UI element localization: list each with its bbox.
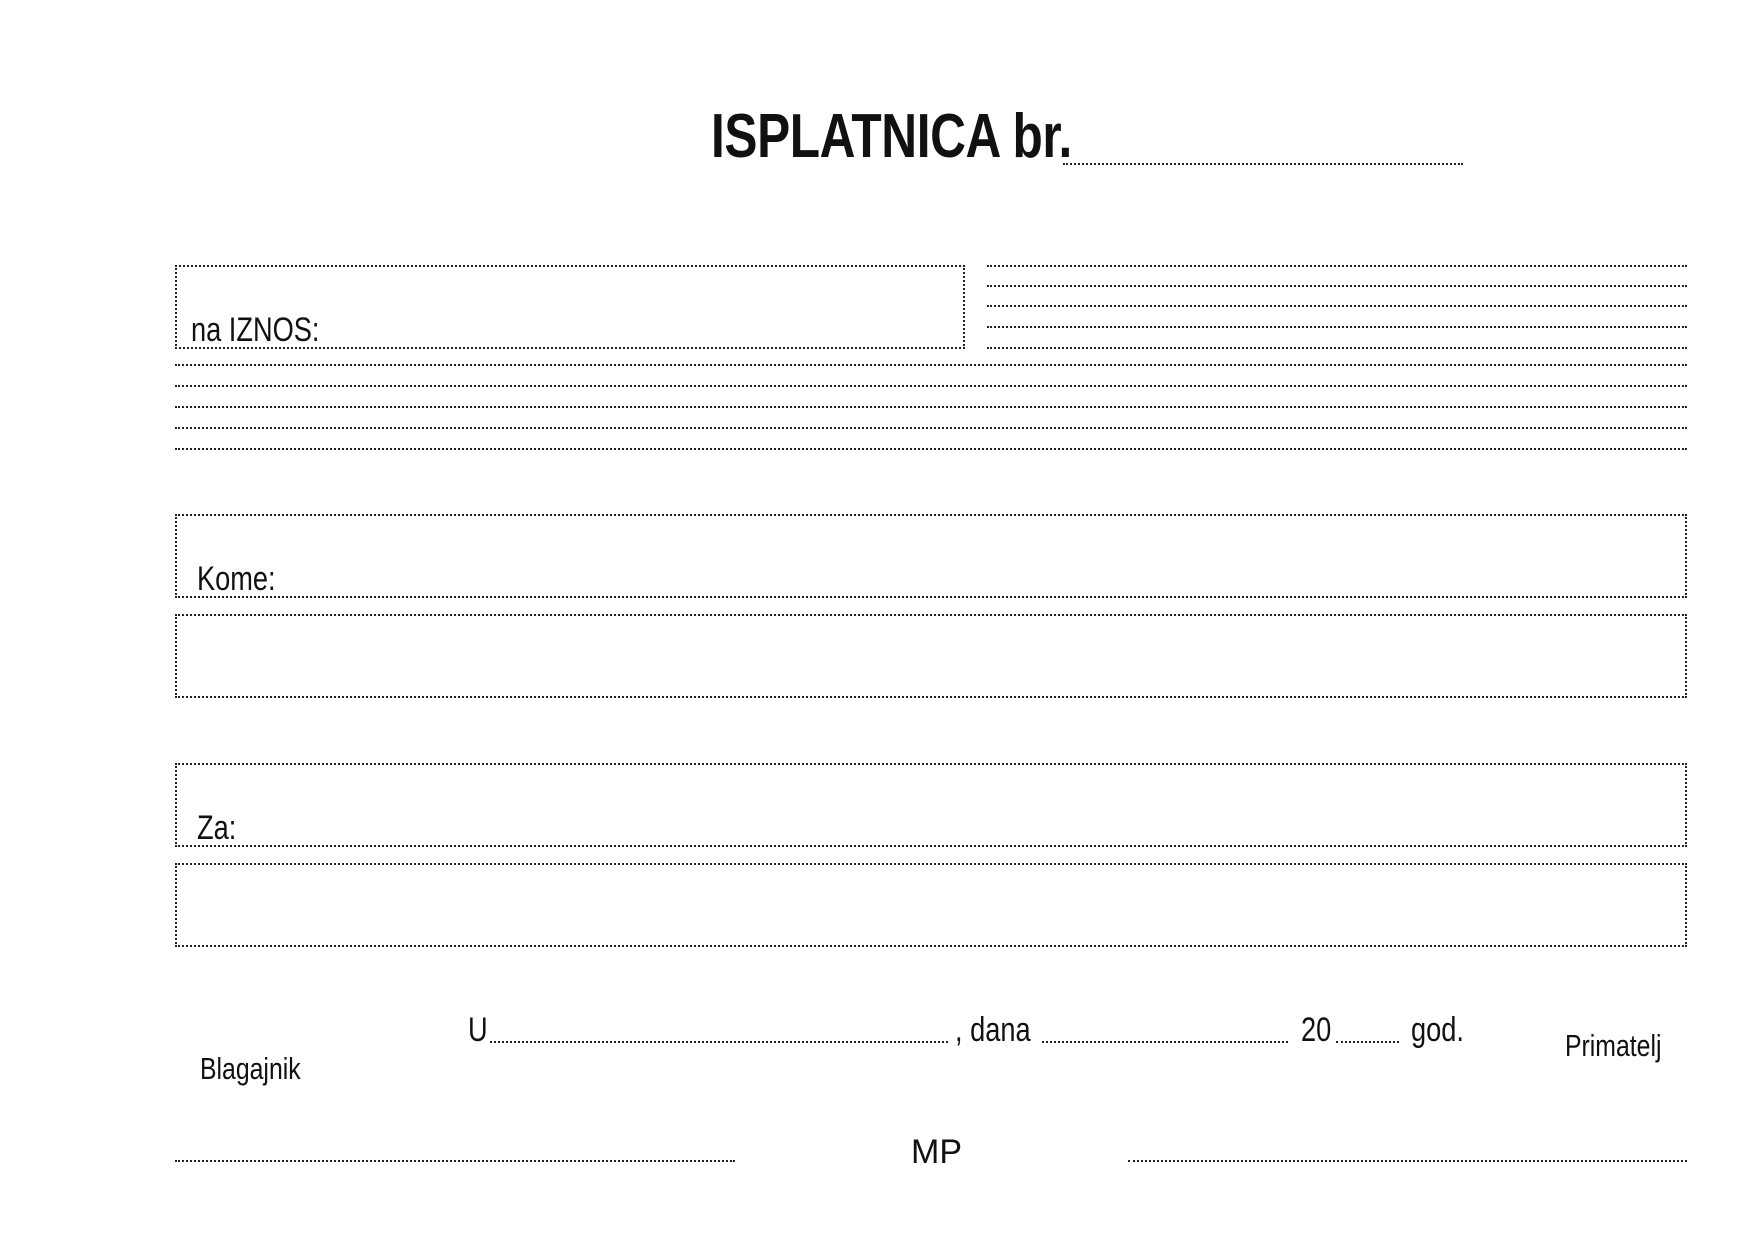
recipient-name-field-2[interactable] [175,614,1687,698]
cashier-signature-line[interactable] [175,1160,735,1162]
purpose-field-2[interactable] [175,863,1687,947]
year-suffix: god. [1411,1011,1464,1049]
place-prefix: U [468,1011,488,1049]
year-line[interactable] [1336,1041,1399,1043]
amount-label: na IZNOS: [191,311,320,349]
amount-words-line[interactable] [175,448,1687,450]
amount-words-line[interactable] [175,427,1687,429]
purpose-label: Za: [197,809,237,847]
recipient-label: Primatelj [1565,1028,1662,1063]
amount-words-line[interactable] [987,326,1687,328]
amount-words-line[interactable] [987,305,1687,307]
stamp-label: MP [911,1133,962,1171]
cashier-label: Blagajnik [200,1051,301,1086]
recipient-signature-line[interactable] [1128,1160,1687,1162]
date-prefix: , dana [955,1011,1031,1049]
amount-words-line[interactable] [175,385,1687,387]
document-number-line[interactable] [1063,163,1463,165]
year-prefix: 20 [1301,1011,1332,1049]
place-line[interactable] [490,1041,948,1043]
purpose-field[interactable] [175,763,1687,847]
amount-words-line[interactable] [987,265,1687,267]
amount-words-line[interactable] [175,364,1687,366]
amount-words-line[interactable] [175,406,1687,408]
document-title: ISPLATNICA br. [711,102,1072,171]
recipient-name-field[interactable] [175,514,1687,598]
recipient-name-label: Kome: [197,560,276,598]
amount-words-line[interactable] [987,285,1687,287]
date-line[interactable] [1042,1041,1288,1043]
amount-words-line[interactable] [987,347,1687,349]
